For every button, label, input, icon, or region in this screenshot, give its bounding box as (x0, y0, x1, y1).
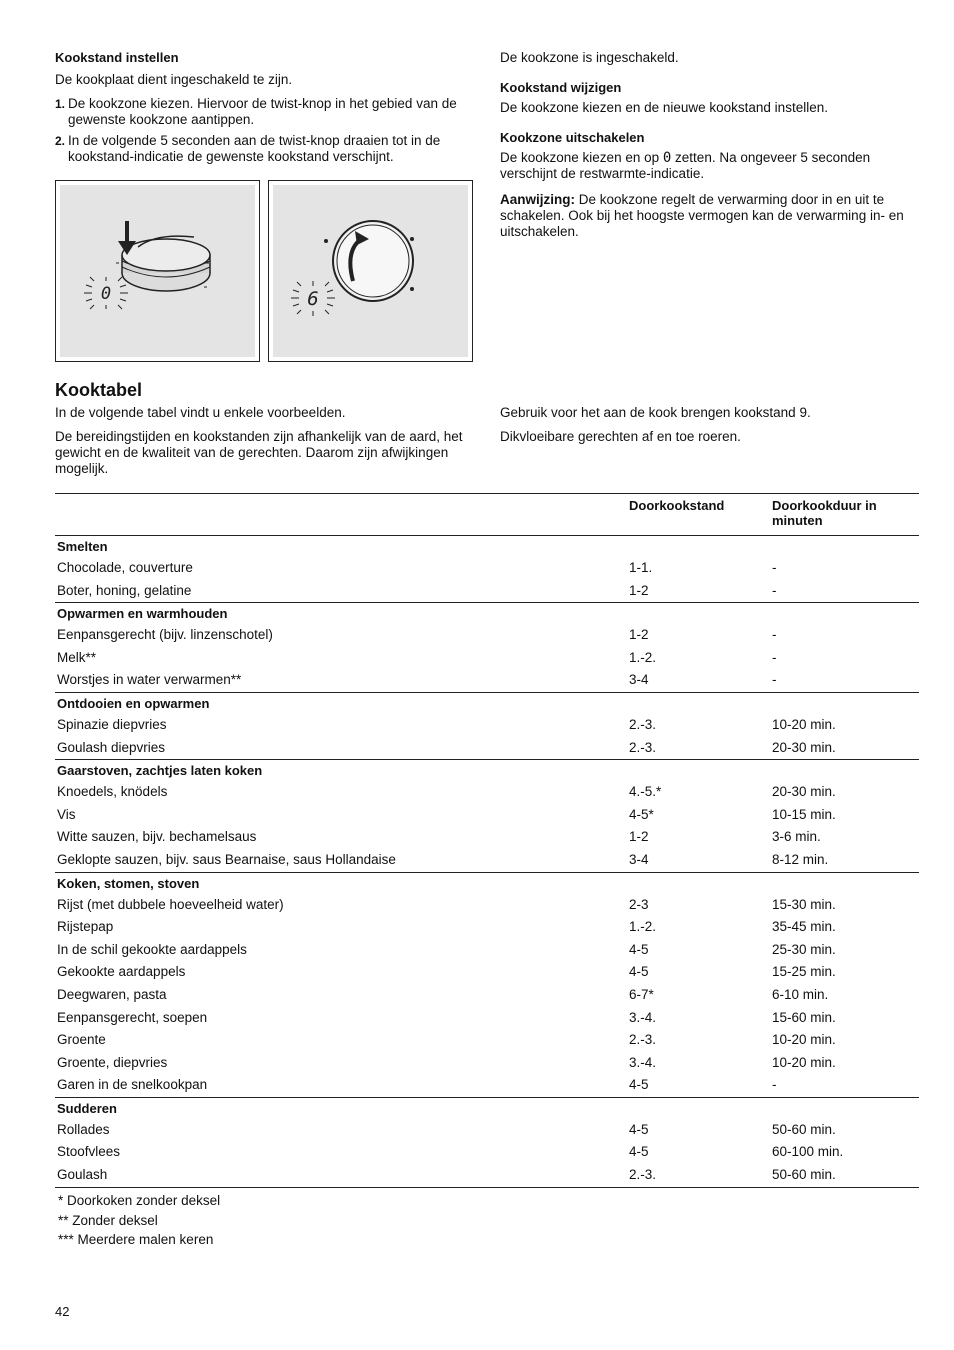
table-row (55, 1052, 919, 1075)
kooktabel-intro-4: Dikvloeibare gerechten af en toe roeren. (500, 429, 741, 444)
duration-cell: 50-60 min. (772, 1121, 836, 1137)
step-text: In de volgende 5 seconden aan de twist-knop draaien tot in de kookstand-indicatie de gewenste kookstand verschijnt. (68, 133, 441, 164)
stand-cell: 1-2 (629, 829, 649, 845)
table-group (55, 693, 919, 760)
dish-cell: Knoedels, knödels (57, 784, 168, 800)
duration-cell: 50-60 min. (772, 1167, 836, 1183)
dish-cell: Rijst (met dubbele hoeveelheid water) (57, 896, 284, 912)
dish-cell: Spinazie diepvries (57, 716, 167, 732)
group-title: Koken, stomen, stoven (57, 875, 200, 891)
stand-cell: 3-4 (629, 672, 649, 688)
stand-cell: 4-5* (629, 806, 654, 822)
switch-off-text (500, 150, 920, 182)
left-column (55, 50, 475, 175)
duration-cell: 10-20 min. (772, 1032, 836, 1048)
table-group (55, 873, 919, 1098)
kooktabel-intro-2: De bereidingstijden en kookstanden zijn afhankelijk van de aard, het gewicht en de kwaliteit van de gerechten. Daarom zijn afwijkingen mogelijk. (55, 429, 463, 476)
heading-kookstand-wijzigen: Kookstand wijzigen (500, 80, 622, 95)
duration-cell: 10-20 min. (772, 716, 836, 732)
table-row (55, 894, 919, 917)
duration-cell: 20-30 min. (772, 784, 836, 800)
stand-cell: 1-2 (629, 582, 649, 598)
display-digit: 0 (100, 284, 112, 304)
table-row (55, 1029, 919, 1052)
duration-cell: 3-6 min. (772, 829, 821, 845)
page-number: 42 (55, 1304, 70, 1319)
step-number: 1. (55, 97, 66, 111)
table-body (55, 536, 919, 1188)
dish-cell: Garen in de snelkookpan (57, 1077, 208, 1093)
dish-cell: Rijstepap (57, 919, 114, 935)
stand-cell: 1-2 (629, 627, 649, 643)
kooktabel-intro-1: In de volgende tabel vindt u enkele voorbeelden. (55, 405, 346, 420)
table-row (55, 849, 919, 872)
note-label: Aanwijzing: (500, 192, 575, 207)
table-row (55, 804, 919, 827)
switch-off-text-a: De kookzone kiezen en op (500, 150, 663, 165)
dish-cell: Boter, honing, gelatine (57, 582, 192, 598)
dish-cell: Geklopte sauzen, bijv. saus Bearnaise, saus Hollandaise (57, 851, 396, 867)
stand-cell: 2.-3. (629, 1032, 657, 1048)
table-row (55, 714, 919, 737)
table-row (55, 1164, 919, 1187)
table-row (55, 669, 919, 692)
footnotes (58, 1191, 220, 1250)
note-text (500, 192, 920, 240)
switch-off-text-b: zetten. Na ongeveer 5 seconden verschijnt de restwarmte-indicatie. (500, 150, 871, 181)
dish-cell: Stoofvlees (57, 1144, 121, 1160)
duration-cell: 10-20 min. (772, 1054, 836, 1070)
table-group (55, 603, 919, 693)
step-1 (55, 96, 475, 128)
duration-cell: 25-30 min. (772, 941, 836, 957)
footnote: ** Zonder deksel (58, 1212, 158, 1228)
group-title: Smelten (57, 539, 108, 554)
stand-cell: 4-5 (629, 1144, 649, 1160)
kooktabel-intro-left (55, 405, 475, 485)
dish-cell: Rollades (57, 1121, 110, 1137)
duration-cell: - (772, 582, 777, 598)
footnote: * Doorkoken zonder deksel (58, 1193, 221, 1208)
right-column (500, 50, 920, 248)
stand-cell: 6-7* (629, 986, 654, 1002)
stand-cell: 3.-4. (629, 1009, 657, 1025)
duration-cell: 15-60 min. (772, 1009, 836, 1025)
kooktabel-intro-3: Gebruik voor het aan de kook brengen kookstand 9. (500, 405, 811, 420)
step-text: De kookzone kiezen. Hiervoor de twist-knop in het gebied van de gewenste kookzone aantippen. (68, 96, 457, 127)
table-row (55, 939, 919, 962)
dish-cell: Melk** (57, 649, 97, 665)
status-text: De kookzone is ingeschakeld. (500, 50, 679, 65)
duration-cell: 15-30 min. (772, 896, 836, 912)
dish-cell: Gekookte aardappels (57, 964, 186, 980)
zero-symbol: 0 (662, 150, 672, 166)
column-header-duration: Doorkookduur in minuten (772, 498, 877, 528)
stand-cell: 4-5 (629, 1121, 649, 1137)
stand-cell: 4-5 (629, 964, 649, 980)
group-title: Gaarstoven, zachtjes laten koken (57, 763, 263, 779)
table-row (55, 826, 919, 849)
section-title: Kooktabel (55, 380, 143, 400)
figure-turn-knob (268, 180, 473, 362)
stand-cell: 1.-2. (629, 649, 657, 665)
stand-cell: 4-5 (629, 941, 649, 957)
table-row (55, 647, 919, 670)
table-group (55, 1098, 919, 1188)
figure-select-zone (55, 180, 260, 362)
dish-cell: Chocolade, couverture (57, 560, 193, 575)
dish-cell: Deegwaren, pasta (57, 986, 167, 1002)
dish-cell: Vis (57, 806, 76, 822)
duration-cell: 6-10 min. (772, 986, 829, 1002)
duration-cell: - (772, 560, 777, 575)
duration-cell: 15-25 min. (772, 964, 836, 980)
change-text: De kookzone kiezen en de nieuwe kookstand instellen. (500, 100, 828, 115)
table-group (55, 536, 919, 603)
stand-cell: 2.-3. (629, 739, 657, 755)
steps-list (55, 96, 475, 165)
duration-cell: - (772, 1077, 777, 1093)
dish-cell: Groente (57, 1032, 106, 1048)
table-row (55, 580, 919, 603)
table-row (55, 557, 919, 580)
stand-cell: 4-5 (629, 1077, 649, 1093)
dish-cell: Groente, diepvries (57, 1054, 168, 1070)
dish-cell: Eenpansgerecht, soepen (57, 1009, 208, 1025)
table-row (55, 781, 919, 804)
duration-cell: 35-45 min. (772, 919, 836, 935)
group-title: Sudderen (57, 1100, 117, 1116)
stand-cell: 2.-3. (629, 716, 657, 732)
dish-cell: Eenpansgerecht (bijv. linzenschotel) (57, 627, 273, 643)
heading-kookstand-instellen: Kookstand instellen (55, 50, 179, 65)
stand-cell: 2.-3. (629, 1167, 657, 1183)
table-header (55, 494, 919, 536)
note-body: De kookzone regelt de verwarming door in en uit te schakelen. Ook bij het hoogste vermogen kan de verwarming in- en uitschakelen. (500, 192, 904, 239)
duration-cell: 20-30 min. (772, 739, 836, 755)
duration-cell: 8-12 min. (772, 851, 829, 867)
heading-kookzone-uitschakelen: Kookzone uitschakelen (500, 130, 645, 145)
twist-knob-turn-illustration (269, 181, 472, 361)
column-header-stand: Doorkookstand (629, 498, 725, 513)
duration-cell: - (772, 649, 777, 665)
table-group (55, 760, 919, 872)
table-row (55, 916, 919, 939)
duration-cell: 10-15 min. (772, 806, 836, 822)
stand-cell: 3-4 (629, 851, 649, 867)
table-row (55, 737, 919, 760)
stand-cell: 4.-5.* (629, 784, 662, 800)
dish-cell: In de schil gekookte aardappels (57, 941, 247, 957)
group-title: Ontdooien en opwarmen (57, 695, 210, 711)
stand-cell: 2-3 (629, 896, 649, 912)
step-number: 2. (55, 134, 66, 148)
table-row (55, 1119, 919, 1142)
intro-text: De kookplaat dient ingeschakeld te zijn. (55, 72, 293, 87)
group-title: Opwarmen en warmhouden (57, 606, 228, 622)
table-row (55, 1074, 919, 1097)
table-row (55, 1007, 919, 1030)
duration-cell: - (772, 627, 777, 643)
stand-cell: 1.-2. (629, 919, 657, 935)
kooktabel-intro-right (500, 405, 920, 453)
dish-cell: Goulash (57, 1167, 108, 1183)
dish-cell: Witte sauzen, bijv. bechamelsaus (57, 829, 257, 845)
table-row (55, 1141, 919, 1164)
illustrations (55, 180, 475, 362)
duration-cell: - (772, 672, 777, 688)
dish-cell: Goulash diepvries (57, 739, 166, 755)
stand-cell: 1-1. (629, 560, 653, 575)
duration-cell: 60-100 min. (772, 1144, 844, 1160)
table-row (55, 961, 919, 984)
footnote: *** Meerdere malen keren (58, 1232, 214, 1247)
table-row (55, 984, 919, 1007)
stand-cell: 3.-4. (629, 1054, 657, 1070)
table-row (55, 624, 919, 647)
dish-cell: Worstjes in water verwarmen** (57, 672, 242, 688)
step-2 (55, 133, 475, 165)
twist-knob-tap-illustration (56, 181, 259, 361)
cooking-table (55, 493, 919, 1188)
display-digit: 6 (307, 288, 319, 310)
